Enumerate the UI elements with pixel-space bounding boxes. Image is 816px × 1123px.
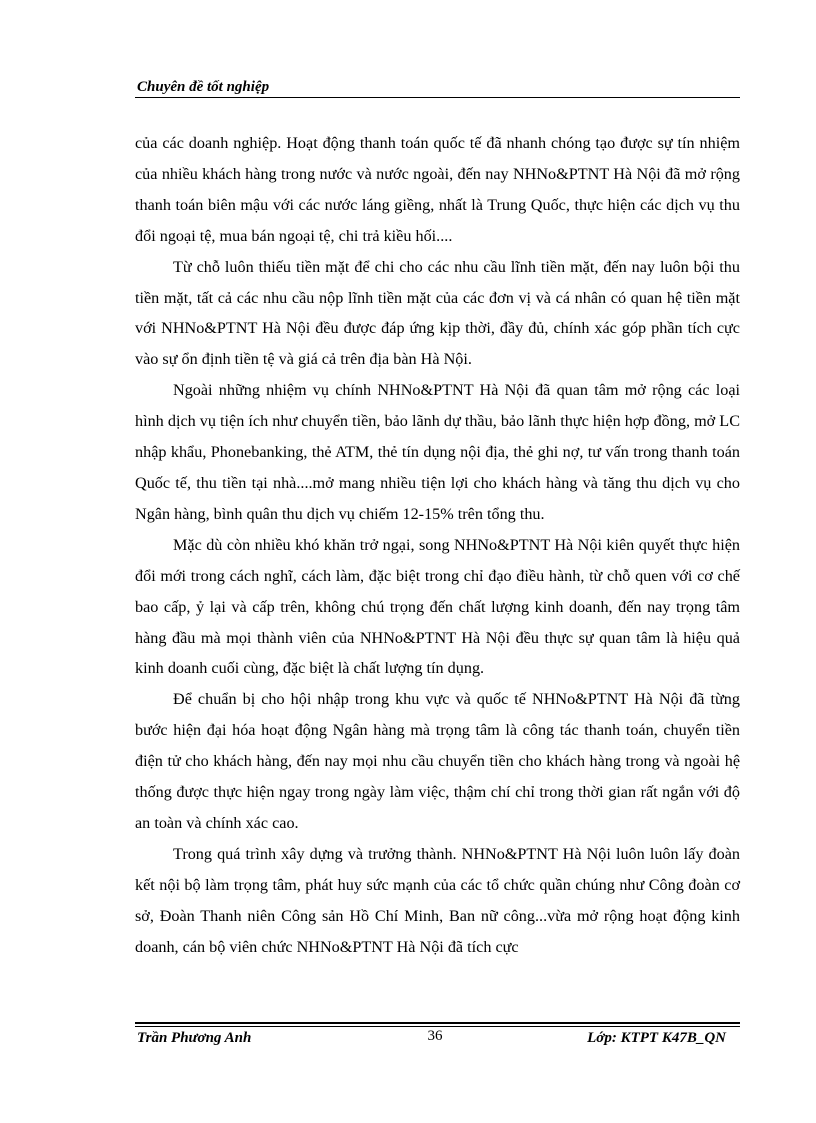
header-divider — [135, 97, 740, 98]
paragraph-6: Trong quá trình xây dựng và trưởng thành. NHNo&PTNT Hà Nội luôn luôn lấy đoàn kết nội bộ làm trọng tâm, phát huy sức mạnh của các tổ chức quần chúng như Công đoàn cơ sở, Đoàn Thanh niên Công sản Hồ Chí Minh, Ban nữ công...vừa mở rộng hoạt động kinh doanh, cán bộ viên chức NHNo&PTNT Hà Nội đã tích cực — [135, 844, 740, 956]
page-number: 36 — [427, 1028, 443, 1044]
body-text — [135, 128, 740, 962]
paragraph-2: Từ chỗ luôn thiếu tiền mặt để chi cho các nhu cầu lĩnh tiền mặt, đến nay luôn bội thu tiền mặt, tất cả các nhu cầu nộp lĩnh tiền mặt của các đơn vị và cá nhân có quan hệ tiền mặt với NHNo&PTNT Hà Nội đều được đáp ứng kịp thời, đầy đủ, chính xác góp phần tích cực vào sự ổn định tiền tệ và giá cả trên địa bàn Hà Nội. — [135, 257, 740, 369]
running-header-title: Chuyên đề tốt nghiệp — [137, 79, 270, 95]
paragraph-3: Ngoài những nhiệm vụ chính NHNo&PTNT Hà Nội đã quan tâm mở rộng các loại hình dịch vụ tiện ích như chuyển tiền, bảo lãnh dự thầu, bảo lãnh thực hiện hợp đồng, mở LC nhập khẩu, Phonebanking, thẻ ATM, thẻ tín dụng nội địa, thẻ ghi nợ, tư vấn trong thanh toán Quốc tế, thu tiền tại nhà....mở mang nhiều tiện lợi cho khách hàng và tăng thu dịch vụ cho Ngân hàng, bình quân thu dịch vụ chiếm 12-15% trên tổng thu. — [135, 381, 740, 523]
paragraph-4: Mặc dù còn nhiều khó khăn trở ngại, song NHNo&PTNT Hà Nội kiên quyết thực hiện đổi mới trong cách nghĩ, cách làm, đặc biệt trong chỉ đạo điều hành, từ chỗ quen với cơ chế bao cấp, ỷ lại và cấp trên, không chú trọng đến chất lượng kinh doanh, đến nay trọng tâm hàng đầu mà mọi thành viên của NHNo&PTNT Hà Nội đều thực sự quan tâm là hiệu quả kinh doanh cuối cùng, đặc biệt là chất lượng tín dụng. — [135, 535, 740, 678]
footer-class-label: Lớp: KTPT K47B_QN — [587, 1030, 726, 1046]
footer-divider-thick — [135, 1022, 740, 1024]
paragraph-5: Để chuẩn bị cho hội nhập trong khu vực và quốc tế NHNo&PTNT Hà Nội đã từng bước hiện đại hóa hoạt động Ngân hàng mà trọng tâm là công tác thanh toán, chuyển tiền điện tử cho khách hàng, đến nay mọi nhu cầu chuyển tiền cho khách hàng trong và ngoài hệ thống được thực hiện ngay trong ngày làm việc, thậm chí chỉ trong thời gian rất ngắn với độ an toàn và chính xác cao. — [135, 690, 740, 832]
footer-author: Trần Phương Anh — [137, 1030, 252, 1046]
paragraph-1: của các doanh nghiệp. Hoạt động thanh toán quốc tế đã nhanh chóng tạo được sự tín nhiệm của nhiều khách hàng trong nước và nước ngoài, đến nay NHNo&PTNT Hà Nội đã mở rộng thanh toán biên mậu với các nước láng giềng, nhất là Trung Quốc, thực hiện các dịch vụ thu đổi ngoại tệ, mua bán ngoại tệ, chi trả kiều hối.... — [135, 134, 740, 245]
